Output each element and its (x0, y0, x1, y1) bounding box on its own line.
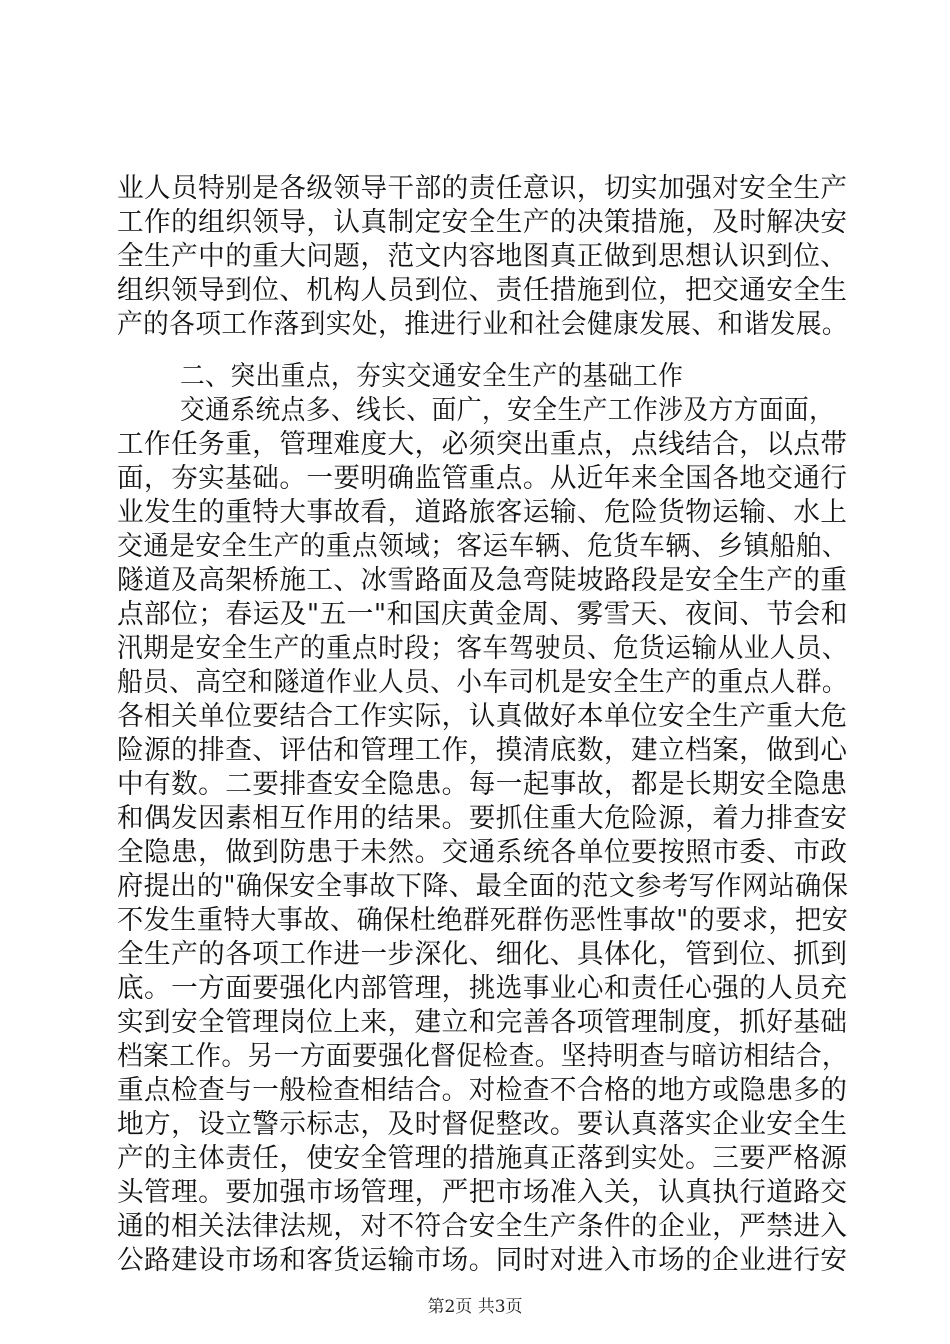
paragraph-line: 险源的排查、评估和管理工作，摸清底数，建立档案，做到心 (117, 735, 848, 766)
paragraph-line: 交通是安全生产的重点领域；客运车辆、危货车辆、乡镇船舶、 (117, 531, 849, 562)
paragraph-line: 面，夯实基础。一要明确监管重点。从近年来全国各地交通行 (117, 463, 848, 494)
paragraph-line: 和偶发因素相互作用的结果。要抓住重大危险源，着力排查安 (117, 803, 848, 834)
paragraph-line: 隧道及高架桥施工、冰雪路面及急弯陡坡路段是安全生产的重 (117, 565, 848, 596)
paragraph-line: 档案工作。另一方面要强化督促检查。坚持明查与暗访相结合， (117, 1041, 849, 1072)
paragraph-line: 船员、高空和隧道作业人员、小车司机是安全生产的重点人群。 (117, 667, 849, 698)
paragraph-line: 业人员特别是各级领导干部的责任意识，切实加强对安全生产 (117, 173, 848, 204)
paragraph-line: 点部位；春运及"五一"和国庆黄金周、雾雪天、夜间、节会和 (117, 599, 848, 630)
paragraph-line: 产的各项工作落到实处，推进行业和社会健康发展、和谐发展。 (117, 309, 849, 340)
paragraph-line: 全生产中的重大问题，范文内容地图真正做到思想认识到位、 (117, 241, 848, 272)
paragraph-line: 头管理。要加强市场管理，严把市场准入关，认真执行道路交 (117, 1177, 848, 1208)
paragraph-line: 底。一方面要强化内部管理，挑选事业心和责任心强的人员充 (117, 973, 848, 1004)
paragraph-line: 产的主体责任，使安全管理的措施真正落到实处。三要严格源 (117, 1143, 848, 1174)
paragraph-line: 地方，设立警示标志，及时督促整改。要认真落实企业安全生 (117, 1109, 848, 1140)
paragraph-line: 全隐患，做到防患于未然。交通系统各单位要按照市委、市政 (117, 837, 848, 868)
paragraph-line: 组织领导到位、机构人员到位、责任措施到位，把交通安全生 (117, 275, 848, 306)
page-footer: 第2页 共3页 (427, 1297, 523, 1317)
paragraph-line: 府提出的"确保安全事故下降、最全面的范文参考写作网站确保 (117, 871, 849, 902)
paragraph-line: 实到安全管理岗位上来，建立和完善各项管理制度，抓好基础 (117, 1007, 848, 1038)
paragraph-line: 不发生重特大事故、确保杜绝群死群伤恶性事故"的要求，把安 (117, 905, 849, 936)
paragraph-line: 公路建设市场和客货运输市场。同时对进入市场的企业进行安 (117, 1245, 848, 1276)
paragraph-line: 工作的组织领导，认真制定安全生产的决策措施，及时解决安 (117, 207, 848, 238)
paragraph-line: 汛期是安全生产的重点时段；客车驾驶员、危货运输从业人员、 (117, 633, 849, 664)
paragraph-line: 交通系统点多、线长、面广，安全生产工作涉及方方面面， (180, 395, 835, 426)
paragraph-line: 中有数。二要排查安全隐患。每一起事故，都是长期安全隐患 (117, 769, 848, 800)
paragraph-line: 重点检查与一般检查相结合。对检查不合格的地方或隐患多的 (117, 1075, 848, 1106)
paragraph-line: 通的相关法律法规，对不符合安全生产条件的企业，严禁进入 (117, 1211, 848, 1242)
section-heading: 二、突出重点，夯实交通安全生产的基础工作 (180, 361, 684, 392)
paragraph-line: 工作任务重，管理难度大，必须突出重点，点线结合，以点带 (117, 429, 848, 460)
paragraph-line: 各相关单位要结合工作实际，认真做好本单位安全生产重大危 (117, 701, 848, 732)
paragraph-line: 全生产的各项工作进一步深化、细化、具体化，管到位、抓到 (117, 939, 848, 970)
paragraph-line: 业发生的重特大事故看，道路旅客运输、危险货物运输、水上 (117, 497, 848, 528)
